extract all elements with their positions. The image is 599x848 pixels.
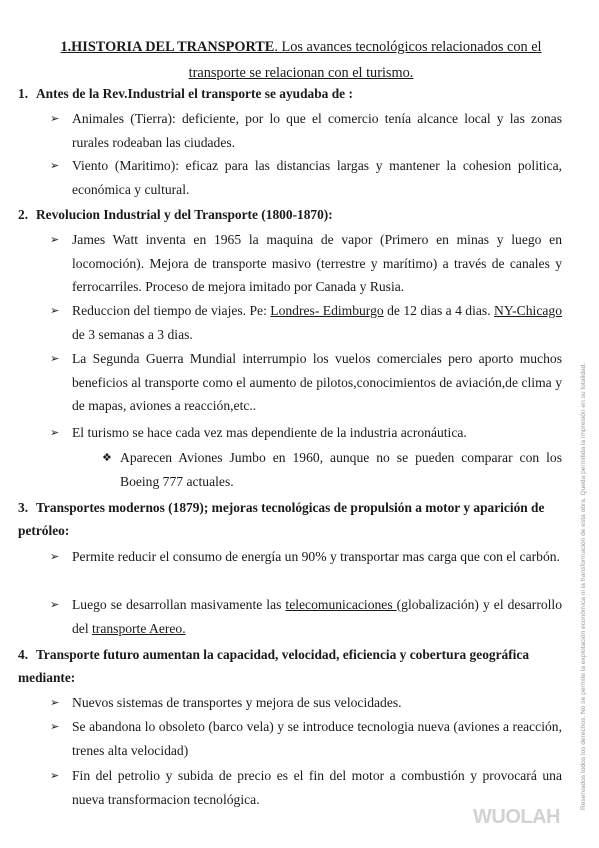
arrow-bullet-icon: ➢ [50, 550, 60, 563]
arrow-bullet-icon: ➢ [50, 159, 60, 172]
list-item-text: El turismo se hace cada vez mas dependiente de la industria acronáutica. [72, 425, 467, 440]
section-heading-1 [18, 82, 565, 105]
list-item [50, 421, 562, 445]
section-heading-text: Revolucion Industrial y del Transporte (1800-1870): [36, 207, 333, 222]
section-number: 4. [18, 647, 29, 662]
text-segment: de 3 semanas a 3 dias. [72, 326, 193, 342]
list-item-text [72, 299, 562, 346]
text-segment: Reduccion del tiempo de viajes. Pe: [72, 303, 271, 318]
sub-list-item [102, 446, 562, 493]
section-heading-2 [18, 203, 565, 226]
list-item-text: Viento (Maritimo): eficaz para las distancias largas y mantener la cohesion politica, económica y cultural. [72, 158, 562, 197]
section-number: 2. [18, 207, 29, 222]
title-rest-line1: . Los avances tecnológicos relacionados con el [274, 39, 542, 55]
title-bold: 1.HISTORIA DEL TRANSPORTE [60, 39, 275, 55]
underlined-route: Londres- Edimburgo [270, 303, 384, 318]
text-segment: Luego se desarrollan masivamente las [72, 597, 286, 612]
underlined-term: transporte Aereo. [92, 620, 186, 636]
list-item [50, 228, 562, 299]
section-heading-text: Transporte futuro aumentan la capacidad, velocidad, eficiencia y cobertura geográfica mediante: [18, 647, 530, 685]
list-item-text: Se abandona lo obsoleto (barco vela) y se introduce tecnologia nueva (aviones a reacción, trenes alta velocidad) [72, 719, 562, 758]
section-heading-text: Transportes modernos (1879); mejoras tecnológicas de propulsión a motor y aparición de petróleo: [18, 500, 545, 538]
rights-notice-text: Reservados todos los derechos. No se permite la explotación económica ni la transformación de esta obra. Queda permitida la impresión en su totalidad. [580, 362, 587, 810]
text-segment: (globalización) y el desarrollo del [72, 597, 562, 636]
arrow-bullet-icon: ➢ [50, 233, 60, 246]
diamond-bullet-icon: ❖ [102, 451, 112, 464]
list-item [50, 715, 562, 762]
list-item-text: Nuevos sistemas de transportes y mejora de sus velocidades. [72, 695, 402, 710]
title-rest-line2: transporte se relacionan con el turismo. [188, 65, 414, 81]
arrow-bullet-icon: ➢ [50, 426, 60, 439]
list-item [50, 299, 562, 346]
section-number: 1. [18, 86, 29, 101]
list-item-text: La Segunda Guerra Mundial interrumpio los vuelos comerciales pero aporto muchos beneficios al transporte como el aumento de pilotos,conocimientos de aviación,de clima y de mapas, aviones a reacción,etc.. [72, 351, 562, 413]
section-heading-text: Antes de la Rev.Industrial el transporte se ayudaba de : [36, 86, 353, 101]
arrow-bullet-icon: ➢ [50, 598, 60, 611]
list-item [50, 593, 562, 640]
arrow-bullet-icon: ➢ [50, 696, 60, 709]
list-item [50, 107, 562, 154]
wuolah-logo [473, 803, 573, 829]
section-heading-3 [18, 496, 565, 542]
list-item [50, 545, 562, 569]
list-item-text: Animales (Tierra): deficiente, por lo que el comercio tenía alcance local y las zonas rurales rodeaban las ciudades. [72, 111, 562, 150]
list-item [50, 691, 562, 715]
list-item-text [72, 593, 562, 640]
document-title [40, 34, 562, 86]
underlined-route: NY-Chicago [494, 303, 562, 318]
underlined-term: telecomunicaciones [285, 597, 397, 612]
list-item-text: James Watt inventa en 1965 la maquina de vapor (Primero en minas y luego en locomoción). Mejora de transporte masivo (terrestre y marítimo) a través de canales y ferrocarriles. Proceso de mejora imitado por Canada y Rusia. [72, 232, 562, 294]
arrow-bullet-icon: ➢ [50, 112, 60, 125]
arrow-bullet-icon: ➢ [50, 720, 60, 733]
svg-text:WUOLAH: WUOLAH [473, 806, 560, 828]
list-item-text: Fin del petrolio y subida de precio es el fin del motor a combustión y provocará una nueva transformacion tecnológica. [72, 768, 562, 807]
text-segment: de 12 dias a 4 dias. [383, 303, 495, 318]
arrow-bullet-icon: ➢ [50, 304, 60, 317]
list-item [50, 154, 562, 201]
list-item [50, 347, 562, 418]
wuolah-logo-icon [473, 803, 573, 829]
arrow-bullet-icon: ➢ [50, 352, 60, 365]
rights-notice [578, 250, 592, 810]
section-number: 3. [18, 500, 29, 515]
list-item-text: Permite reducir el consumo de energía un 90% y transportar mas carga que con el carbón. [72, 549, 560, 564]
section-heading-4 [18, 643, 565, 689]
arrow-bullet-icon: ➢ [50, 769, 60, 782]
sub-list-item-text: Aparecen Aviones Jumbo en 1960, aunque no se pueden comparar con los Boeing 777 actuales. [120, 450, 562, 489]
